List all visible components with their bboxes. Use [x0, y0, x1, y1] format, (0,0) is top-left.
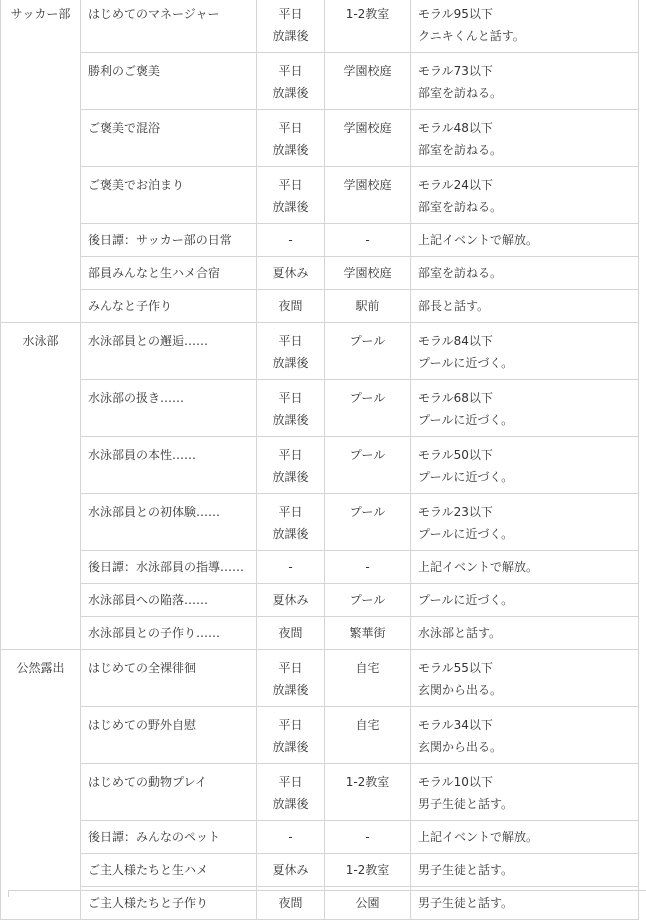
event-name-cell: ご褒美でお泊まり — [81, 167, 257, 224]
time-line: 放課後 — [272, 29, 309, 43]
condition-line: モラル50以下 — [418, 448, 493, 462]
table-row — [1, 167, 639, 224]
condition-line: 上記イベントで解放。 — [418, 233, 539, 247]
place-cell: 1-2教室 — [325, 764, 411, 821]
condition-line: 部室を訪ねる。 — [418, 200, 503, 214]
table-row — [1, 617, 639, 650]
time-cell — [257, 494, 325, 551]
event-name-cell: はじめての動物プレイ — [81, 764, 257, 821]
table-row — [1, 764, 639, 821]
event-name-cell: 水泳部の扱き…… — [81, 380, 257, 437]
place-cell: プール — [325, 584, 411, 617]
condition-cell — [411, 0, 639, 53]
time-cell — [257, 551, 325, 584]
category-cell: 公然露出 — [1, 650, 81, 920]
condition-cell — [411, 380, 639, 437]
time-line: 夜間 — [278, 299, 303, 313]
event-name-cell: はじめての全裸徘徊 — [81, 650, 257, 707]
place-cell: - — [325, 821, 411, 854]
event-name-cell: はじめての野外自慰 — [81, 707, 257, 764]
condition-line: プールに近づく。 — [418, 356, 514, 370]
condition-cell — [411, 167, 639, 224]
table-row — [1, 584, 639, 617]
table-row — [1, 551, 639, 584]
condition-line: モラル55以下 — [418, 661, 493, 675]
time-line: 夏休み — [272, 593, 309, 607]
table-row — [1, 110, 639, 167]
condition-cell — [411, 323, 639, 380]
condition-line: 男子生徒と話す。 — [418, 896, 514, 910]
time-cell — [257, 707, 325, 764]
event-name-cell: ご褒美で混浴 — [81, 110, 257, 167]
event-name-cell: 後日譚：サッカー部の日常 — [81, 224, 257, 257]
time-line: 平日 — [278, 448, 303, 462]
event-name-cell: ご主人様たちと子作り — [81, 887, 257, 920]
time-cell — [257, 854, 325, 887]
time-line: 放課後 — [272, 797, 309, 811]
category-cell: 水泳部 — [1, 323, 81, 650]
place-cell: 学園校庭 — [325, 167, 411, 224]
time-line: 平日 — [278, 505, 303, 519]
place-cell: プール — [325, 380, 411, 437]
condition-cell — [411, 494, 639, 551]
time-line: - — [288, 560, 293, 574]
time-cell — [257, 0, 325, 53]
table-row — [1, 224, 639, 257]
condition-line: 部室を訪ねる。 — [418, 266, 503, 280]
event-name-cell: 水泳部員への陥落…… — [81, 584, 257, 617]
time-cell — [257, 821, 325, 854]
table-row — [1, 257, 639, 290]
time-line: 夏休み — [272, 863, 309, 877]
time-line: 夜間 — [278, 896, 303, 910]
time-line: 平日 — [278, 775, 303, 789]
time-line: 夜間 — [278, 626, 303, 640]
condition-line: モラル95以下 — [418, 7, 493, 21]
condition-line: モラル68以下 — [418, 391, 493, 405]
time-line: 放課後 — [272, 200, 309, 214]
condition-cell — [411, 290, 639, 323]
event-name-cell: 後日譚：水泳部員の指導…… — [81, 551, 257, 584]
place-cell: 繁華街 — [325, 617, 411, 650]
condition-line: 部室を訪ねる。 — [418, 143, 503, 157]
time-cell — [257, 323, 325, 380]
category-cell: サッカー部 — [1, 0, 81, 323]
event-name-cell: 水泳部員との子作り…… — [81, 617, 257, 650]
place-cell: 1-2教室 — [325, 0, 411, 53]
condition-line: 部長と話す。 — [418, 299, 490, 313]
time-cell — [257, 764, 325, 821]
condition-line: 男子生徒と話す。 — [418, 797, 514, 811]
event-name-cell: 水泳部員の本性…… — [81, 437, 257, 494]
time-line: 放課後 — [272, 86, 309, 100]
condition-cell — [411, 650, 639, 707]
place-cell: 学園校庭 — [325, 110, 411, 167]
condition-line: モラル73以下 — [418, 64, 493, 78]
table-row — [1, 290, 639, 323]
place-cell: - — [325, 224, 411, 257]
time-cell — [257, 257, 325, 290]
time-line: 放課後 — [272, 527, 309, 541]
condition-cell — [411, 821, 639, 854]
time-line: 放課後 — [272, 356, 309, 370]
place-cell: プール — [325, 437, 411, 494]
condition-cell — [411, 224, 639, 257]
table-row — [1, 494, 639, 551]
condition-line: プールに近づく。 — [418, 413, 514, 427]
condition-cell — [411, 437, 639, 494]
time-line: 平日 — [278, 178, 303, 192]
condition-line: プールに近づく。 — [418, 593, 514, 607]
event-name-cell: 後日譚：みんなのペット — [81, 821, 257, 854]
time-line: 平日 — [278, 64, 303, 78]
condition-line: モラル23以下 — [418, 505, 493, 519]
time-cell — [257, 224, 325, 257]
condition-cell — [411, 110, 639, 167]
place-cell: 自宅 — [325, 650, 411, 707]
time-cell — [257, 290, 325, 323]
table-row — [1, 323, 639, 380]
time-cell — [257, 110, 325, 167]
condition-line: モラル84以下 — [418, 334, 493, 348]
event-name-cell: ご主人様たちと生ハメ — [81, 854, 257, 887]
event-name-cell: 部員みんなと生ハメ合宿 — [81, 257, 257, 290]
event-name-cell: 勝利のご褒美 — [81, 53, 257, 110]
table-row — [1, 821, 639, 854]
condition-cell — [411, 764, 639, 821]
table-row — [1, 707, 639, 764]
event-name-cell: はじめてのマネージャー — [81, 0, 257, 53]
time-line: 平日 — [278, 334, 303, 348]
condition-cell — [411, 617, 639, 650]
condition-line: モラル10以下 — [418, 775, 493, 789]
place-cell: 1-2教室 — [325, 854, 411, 887]
condition-line: モラル24以下 — [418, 178, 493, 192]
time-cell — [257, 167, 325, 224]
condition-cell — [411, 854, 639, 887]
time-line: 平日 — [278, 7, 303, 21]
time-cell — [257, 617, 325, 650]
time-cell — [257, 584, 325, 617]
table-row — [1, 437, 639, 494]
table-row — [1, 53, 639, 110]
condition-line: プールに近づく。 — [418, 470, 514, 484]
condition-line: 男子生徒と話す。 — [418, 863, 514, 877]
time-line: 放課後 — [272, 143, 309, 157]
place-cell: 学園校庭 — [325, 257, 411, 290]
time-line: 平日 — [278, 391, 303, 405]
table-row — [1, 0, 639, 53]
time-cell — [257, 650, 325, 707]
time-line: 平日 — [278, 661, 303, 675]
table-row — [1, 650, 639, 707]
event-name-cell: みんなと子作り — [81, 290, 257, 323]
place-cell: 学園校庭 — [325, 53, 411, 110]
condition-line: クニキくんと話す。 — [418, 29, 525, 43]
time-line: 放課後 — [272, 683, 309, 697]
place-cell: - — [325, 551, 411, 584]
condition-line: モラル48以下 — [418, 121, 493, 135]
condition-line: 玄関から出る。 — [418, 683, 503, 697]
event-name-cell: 水泳部員との初体験…… — [81, 494, 257, 551]
condition-cell — [411, 584, 639, 617]
condition-cell — [411, 707, 639, 764]
place-cell: 駅前 — [325, 290, 411, 323]
condition-cell — [411, 53, 639, 110]
condition-line: 玄関から出る。 — [418, 740, 503, 754]
condition-line: 上記イベントで解放。 — [418, 560, 539, 574]
time-cell — [257, 437, 325, 494]
condition-line: プールに近づく。 — [418, 527, 514, 541]
time-line: - — [288, 830, 293, 844]
time-line: 平日 — [278, 718, 303, 732]
table-row — [1, 854, 639, 887]
time-line: 平日 — [278, 121, 303, 135]
time-line: 放課後 — [272, 740, 309, 754]
time-cell — [257, 380, 325, 437]
time-cell — [257, 53, 325, 110]
event-table-body — [1, 0, 639, 920]
place-cell: プール — [325, 323, 411, 380]
time-line: 放課後 — [272, 413, 309, 427]
condition-line: 部室を訪ねる。 — [418, 86, 503, 100]
time-line: 夏休み — [272, 266, 309, 280]
condition-cell — [411, 551, 639, 584]
condition-line: 水泳部と話す。 — [418, 626, 502, 640]
table-continuation — [8, 890, 646, 897]
place-cell: プール — [325, 494, 411, 551]
place-cell: 自宅 — [325, 707, 411, 764]
condition-cell — [411, 257, 639, 290]
event-name-cell: 水泳部員との邂逅…… — [81, 323, 257, 380]
time-line: 放課後 — [272, 470, 309, 484]
time-line: - — [288, 233, 293, 247]
condition-line: 上記イベントで解放。 — [418, 830, 539, 844]
place-cell: 公園 — [325, 887, 411, 920]
table-row — [1, 380, 639, 437]
condition-line: モラル34以下 — [418, 718, 493, 732]
